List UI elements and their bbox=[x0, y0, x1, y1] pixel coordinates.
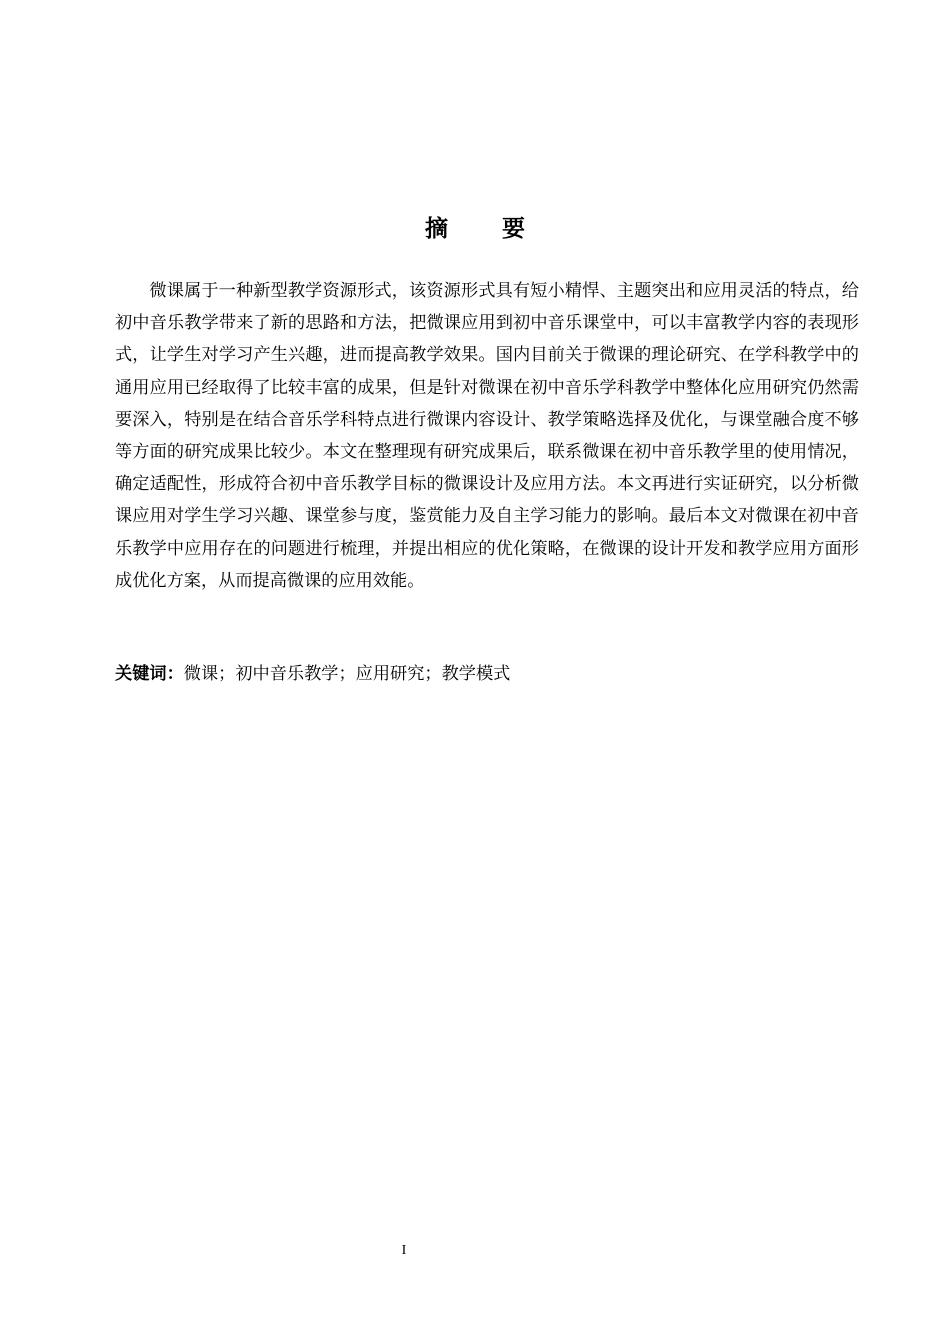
abstract-body: 微课属于一种新型教学资源形式，该资源形式具有短小精悍、主题突出和应用灵活的特点，给初中音乐教学带来了新的思路和方法，把微课应用到初中音乐课堂中，可以丰富教学内容的表现形式，让学生对学习产生兴趣，进而提高教学效果。国内目前关于微课的理论研究、在学科教学中的通用应用已经取得了比较丰富的成果，但是针对微课在初中音乐学科教学中整体化应用研究仍然需要深入，特别是在结合音乐学科特点进行微课内容设计、教学策略选择及优化，与课堂融合度不够等方面的研究成果比较少。本文在整理现有研究成果后，联系微课在初中音乐教学里的使用情况，确定适配性，形成符合初中音乐教学目标的微课设计及应用方法。本文再进行实证研究，以分析微课应用对学生学习兴趣、课堂参与度，鉴赏能力及自主学习能力的影响。最后本文对微课在初中音乐教学中应用存在的问题进行梳理，并提出相应的优化策略，在微课的设计开发和教学应用方面形成优化方案，从而提高微课的应用效能。 bbox=[115, 281, 859, 591]
title-char-right: 要 bbox=[502, 216, 525, 242]
keywords-line bbox=[115, 658, 859, 690]
keywords-text: 微课；初中音乐教学；应用研究；教学模式 bbox=[183, 664, 511, 684]
title-char-left: 摘 bbox=[425, 216, 448, 242]
page-number: I bbox=[401, 1243, 407, 1258]
keywords-label: 关键词： bbox=[115, 664, 184, 684]
page-title bbox=[0, 210, 950, 243]
